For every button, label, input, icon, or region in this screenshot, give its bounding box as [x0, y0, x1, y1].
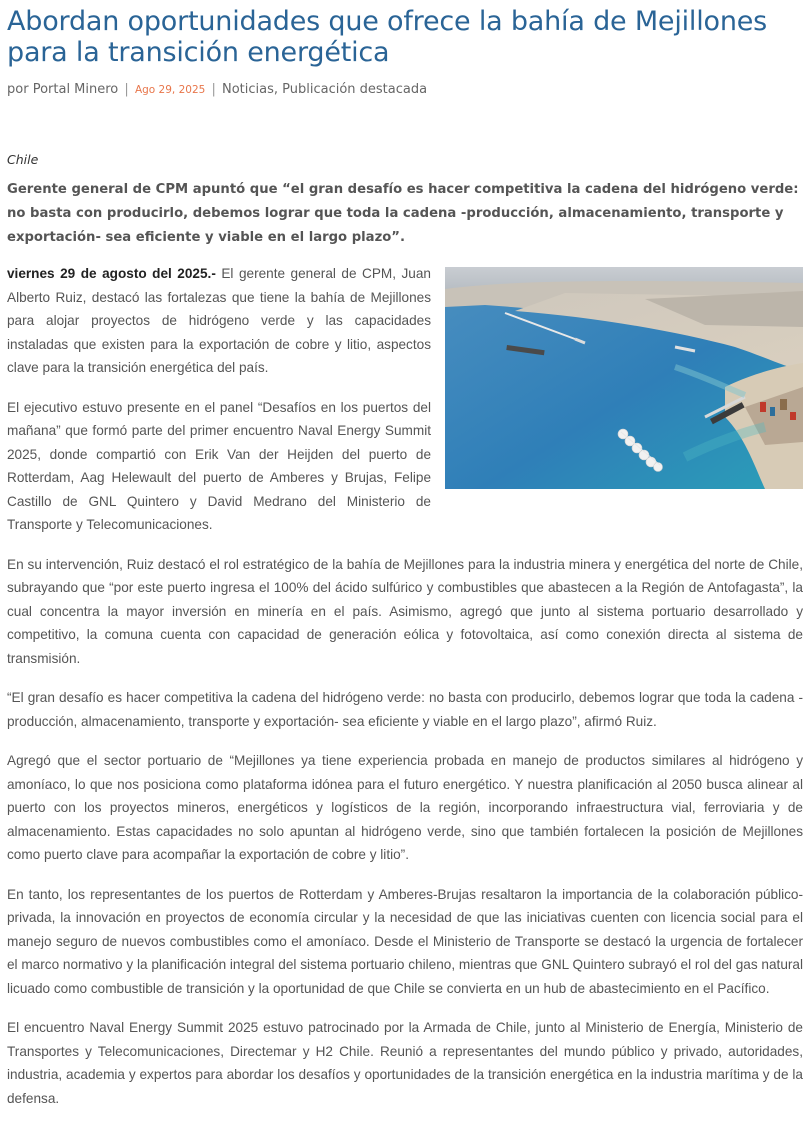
country-label: Chile: [7, 152, 39, 167]
author-link[interactable]: Portal Minero: [32, 82, 119, 97]
meta-separator: |: [211, 82, 216, 97]
mejillones-bay-photo: [445, 267, 803, 489]
meta-separator: |: [124, 82, 129, 97]
paragraph: El encuentro Naval Energy Summit 2025 estuvo patrocinado por la Armada de Chile, junto al Ministerio de Energía, Ministerio de Transportes y Telecomunicaciones, Directemar y H2 Chile. Reunió a representantes del mundo público y privado, autoridades, industria, academia y expertos para abordar los desafíos y oportunidades de la transición energética en la industria marítima y de la defensa.: [7, 1020, 803, 1106]
paragraph: El ejecutivo estuvo presente en el panel “Desafíos en los puertos del mañana” que formó parte del primer encuentro Naval Energy Summit 2025, donde compartió con Erik Van der Heijden del puerto de Rotterdam, Aag Helewault del puerto de Amberes y Brujas, Felipe Castillo de GNL Quintero y David Medrano del Ministerio de Transporte y Telecomunicaciones.: [7, 399, 431, 532]
article-lead: Gerente general de CPM apuntó que “el gran desafío es hacer competitiva la cadena del hidrógeno verde: no basta con producirlo, debemos lograr que toda la cadena -producción, almacenamiento, transporte y exportación- sea eficiente y viable en el largo plazo”.: [7, 182, 799, 245]
paragraph: “El gran desafío es hacer competitiva la cadena del hidrógeno verde: no basta con producirlo, debemos lograr que toda la cadena -producción, almacenamiento, transporte y exportación- sea eficiente y viable en el largo plazo”, afirmó Ruiz.: [7, 690, 803, 729]
dateline: viernes 29 de agosto del 2025.-: [7, 266, 216, 281]
paragraph-text: El gerente general de CPM, Juan Alberto Ruiz, destacó las fortalezas que tiene la bahía de Mejillones para alojar proyectos de hidrógeno verde y las capacidades instaladas que existen para la exportación de cobre y litio, aspectos clave para la transición energética del país.: [7, 266, 431, 375]
article-body: [7, 262, 803, 1110]
meta-prefix: por: [7, 82, 29, 97]
article-meta: [7, 81, 803, 99]
publish-date: Ago 29, 2025: [134, 84, 206, 96]
category-links[interactable]: Noticias, Publicación destacada: [221, 82, 428, 97]
article-title: Abordan oportunidades que ofrece la bahía de Mejillones para la transición energética: [7, 6, 768, 68]
paragraph: En tanto, los representantes de los puertos de Rotterdam y Amberes-Brujas resaltaron la importancia de la colaboración público-privada, la innovación en proyectos de economía circular y la necesidad de que las iniciativas cuenten con licencia social para el manejo seguro de nuevos combustibles como el amoníaco. Desde el Ministerio de Transporte se destacó la urgencia de fortalecer el marco normativo y la planificación integral del sistema portuario chileno, mientras que GNL Quintero subrayó el rol del gas natural licuado como combustible de transición y la oportunidad de que Chile se convierta en un hub de abastecimiento en el Pacífico.: [7, 886, 803, 996]
paragraph: Agregó que el sector portuario de “Mejillones ya tiene experiencia probada en manejo de productos similares al hidrógeno y amoníaco, lo que nos posiciona como plataforma idónea para el futuro energético. Y nuestra planificación al 2050 busca alinear al puerto con los proyectos mineros, energéticos y logísticos de la región, incorporando infraestructura vial, ferroviaria y de almacenamiento. Estas capacidades no solo apuntan al hidrógeno verde, sino que también fortalecen la posición de Mejillones como puerto clave para acompañar la exportación de cobre y litio”.: [7, 753, 803, 862]
paragraph: En su intervención, Ruiz destacó el rol estratégico de la bahía de Mejillones para la industria minera y energética del norte de Chile, subrayando que “por este puerto ingresa el 100% del ácido sulfúrico y combustibles que abastecen a la Región de Antofagasta”, la cual concentra la mayor inversión en minería en el país. Asimismo, agregó que junto al sistema portuario desarrollado y competitivo, la comuna cuenta con capacidad de generación eólica y fotovoltaica, así como conexión directa al sistema de transmisión.: [7, 556, 803, 666]
article: [7, 0, 803, 1126]
